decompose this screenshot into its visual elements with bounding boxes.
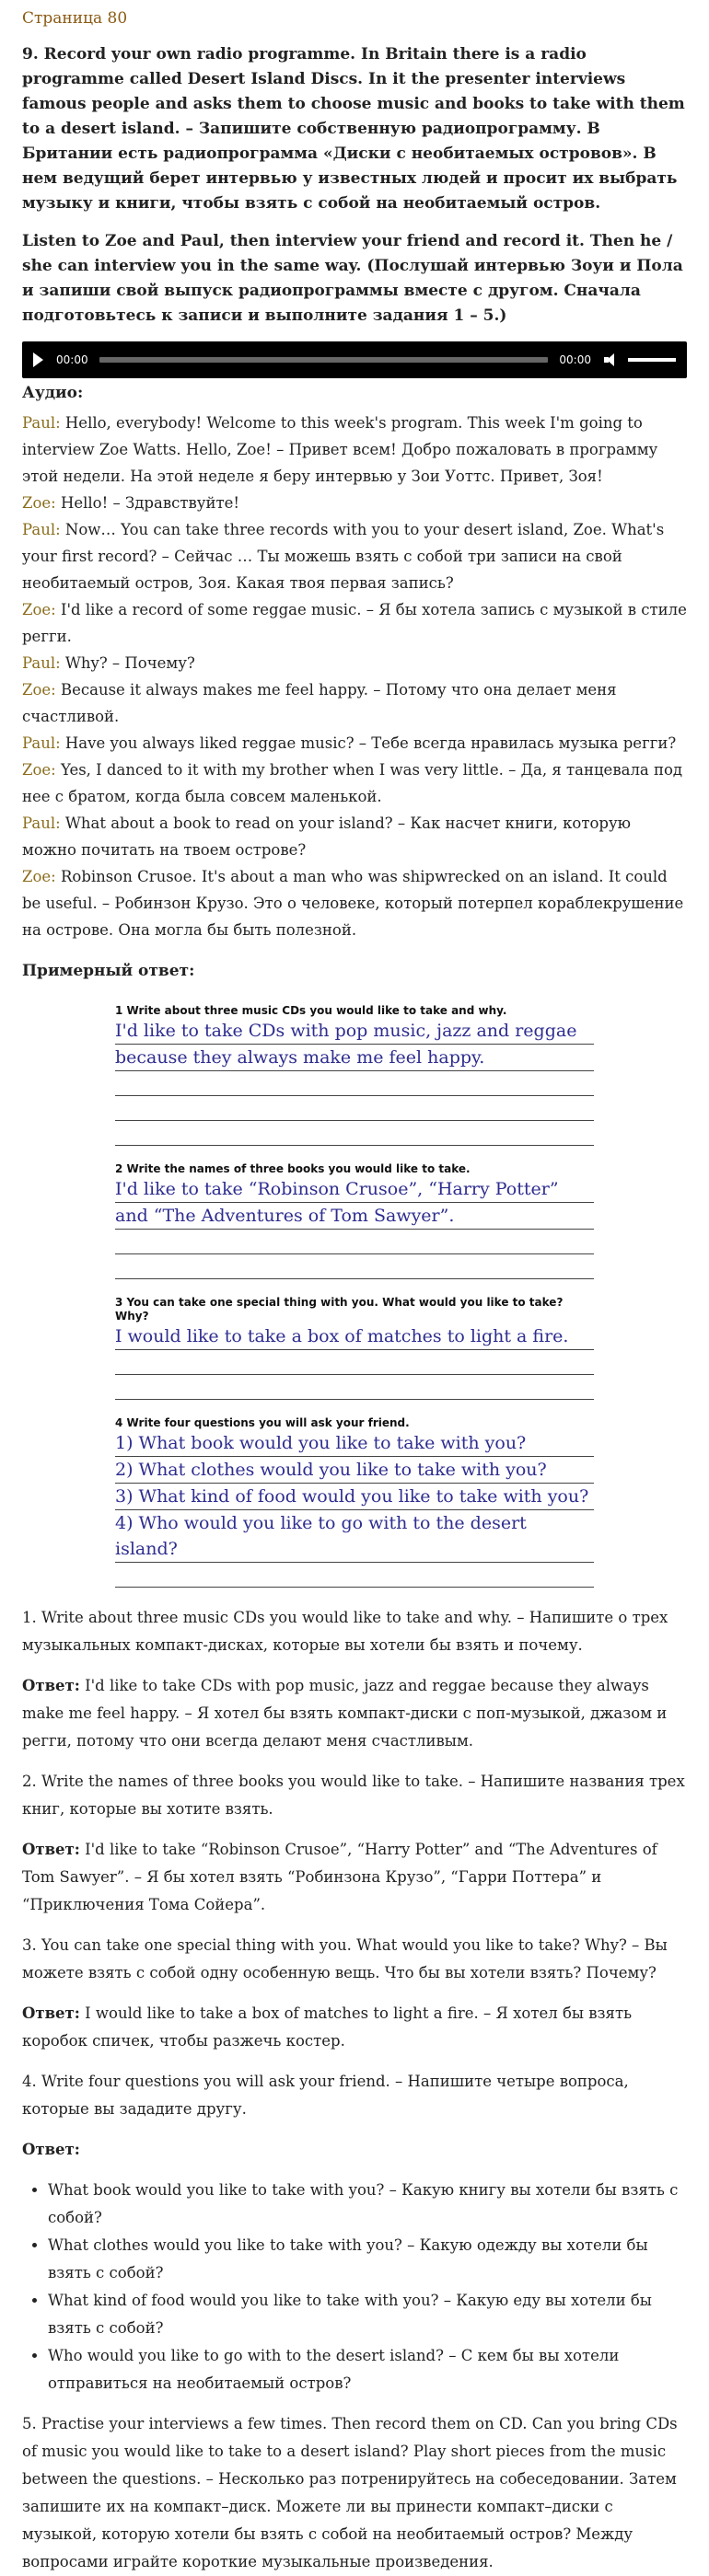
dialog-text: Robinson Crusoe. It's about a man who was shipwrecked on an island. It could be useful. – Робинзон Крузо. Это о человеке, который потерпел кораблекрушение на острове. Она могла бы быть полезной. (22, 868, 684, 939)
answer-4-label (22, 2136, 687, 2164)
handwritten-answer: 4) Who would you like to go with to the desert island? (115, 1510, 594, 1563)
dialog (22, 410, 687, 943)
answer-label: Ответ: (22, 2004, 80, 2022)
dialog-text: Now… You can take three records with you to your desert island, Zoe. What's your first record? – Сейчас … Ты можешь взять с собой три записи на свой необитаемый остров, Зоя. Какая твоя первая запись? (22, 521, 665, 592)
seek-bar[interactable] (99, 357, 549, 363)
dialog-line (22, 516, 687, 596)
list-item: • What clothes would you like to take with you? – Какую одежду вы хотели бы взять с собой? (48, 2232, 687, 2287)
dialog-line (22, 757, 687, 810)
dialog-text: Because it always makes me feel happy. – Потому что она делает меня счастливой. (22, 681, 617, 725)
sample-answer-label: Примерный ответ: (22, 962, 195, 980)
speaker-name: Zoe: (22, 681, 56, 699)
dialog-text: I'd like a record of some reggae music. – Я бы хотела запись с музыкой в стиле регги. (22, 601, 687, 645)
answers-section (22, 1604, 687, 2576)
handwritten-answer: I would like to take a box of matches to light a fire. (115, 1323, 594, 1350)
worksheet-question: 4 Write four questions you will ask your friend. (115, 1416, 410, 1429)
answer-2 (22, 1836, 687, 1919)
answer-label: Ответ: (22, 1677, 80, 1694)
page-number: Страница 80 (22, 9, 128, 28)
dialog-line (22, 863, 687, 943)
blank-line (115, 1121, 594, 1146)
blank-line (115, 1350, 594, 1375)
audio-player[interactable] (22, 341, 687, 378)
worksheet-block (115, 1416, 594, 1588)
handwritten-answer: because they always make me feel happy. (115, 1045, 594, 1071)
dialog-line (22, 596, 687, 650)
answer-text: I'd like to take CDs with pop music, jazz and reggae because they always make me feel happy. – Я хотел бы взять компакт-диски с поп-музыкой, джазом и регги, потому что они всегда делают меня счастливым. (22, 1677, 668, 1750)
speaker-name: Paul: (22, 734, 61, 752)
speaker-name: Zoe: (22, 601, 56, 618)
dialog-line (22, 650, 687, 676)
speaker-name: Paul: (22, 521, 61, 538)
dialog-text: Hello! – Здравствуйте! (55, 494, 240, 512)
blank-line (115, 1375, 594, 1400)
speaker-name: Zoe: (22, 494, 56, 512)
handwritten-answer: 3) What kind of food would you like to take with you? (115, 1484, 594, 1510)
speaker-name: Paul: (22, 654, 61, 672)
handwritten-answer: and “The Adventures of Tom Sawyer”. (115, 1203, 594, 1230)
list-item: • What book would you like to take with you? – Какую книгу вы хотели бы взять с собой? (48, 2177, 687, 2232)
dialog-text: What about a book to read on your island? – Как насчет книги, которую можно почитать на твоем острове? (22, 814, 632, 859)
worksheet-block (115, 1004, 594, 1146)
worksheet-question: 3 You can take one special thing with you. What would you like to take? Why? (115, 1296, 564, 1323)
speaker-name: Zoe: (22, 761, 56, 779)
speaker-name: Paul: (22, 414, 61, 432)
dialog-line (22, 410, 687, 490)
worksheet-question: 1 Write about three music CDs you would like to take and why. (115, 1004, 507, 1017)
blank-line (115, 1254, 594, 1279)
dialog-line (22, 730, 687, 757)
answer-text: I'd like to take “Robinson Crusoe”, “Harry Potter” and “The Adventures of Tom Sawyer”. – Я бы хотел взять “Робинзона Крузо”, “Гарри Поттера” и “Приключения Тома Сойера”. (22, 1841, 657, 1913)
answer-3 (22, 2000, 687, 2055)
dialog-line (22, 676, 687, 730)
dialog-line (22, 490, 687, 516)
list-item: • Who would you like to go with to the desert island? – С кем бы вы хотели отправиться на необитаемый остров? (48, 2342, 687, 2397)
dialog-line (22, 810, 687, 863)
speaker-name: Zoe: (22, 868, 56, 885)
question-2: 2. Write the names of three books you would like to take. – Напишите названия трех книг, которые вы хотите взять. (22, 1773, 685, 1818)
dialog-text: Why? – Почему? (60, 654, 195, 672)
blank-line (115, 1563, 594, 1588)
handwritten-answer: I'd like to take CDs with pop music, jazz and reggae (115, 1018, 594, 1045)
handwritten-answer: 2) What clothes would you like to take with you? (115, 1457, 594, 1484)
dialog-text: Have you always liked reggae music? – Тебе всегда нравилась музыка регги? (60, 734, 677, 752)
current-time: 00:00 (56, 353, 88, 366)
worksheet-block (115, 1296, 594, 1400)
worksheet-question: 2 Write the names of three books you would like to take. (115, 1162, 471, 1175)
blank-line (115, 1230, 594, 1254)
answer-1 (22, 1672, 687, 1755)
list-item: • What kind of food would you like to take with you? – Какую еду вы хотели бы взять с собой? (48, 2287, 687, 2342)
question-5: 5. Practise your interviews a few times. Then record them on CD. Can you bring CDs of music you would like to take to a desert island? Play short pieces from the music between the questions. – Несколько раз потренируйтесь на собеседовании. Затем запишите их на компакт–диск. Можете ли вы принести компакт–диски с музыкой, которую хотели бы взять с собой на необитаемый остров? Между вопросами играйте короткие музыкальные произведения. (22, 2415, 678, 2570)
handwritten-answer: 1) What book would you like to take with you? (115, 1430, 594, 1457)
dialog-text: Hello, everybody! Welcome to this week's program. This week I'm going to interview Zoe Watts. Hello, Zoe! – Привет всем! Добро пожаловать в программу этой недели. На этой неделе я беру интервью у Зои Уоттс. Привет, Зоя! (22, 414, 658, 485)
question-3: 3. You can take one special thing with you. What would you like to take? Why? – Вы можете взять с собой одну особенную вещь. Что бы вы хотели взять? Почему? (22, 1936, 668, 1981)
question-4: 4. Write four questions you will ask your friend. – Напишите четыре вопроса, которые вы зададите другу. (22, 2073, 629, 2118)
worksheet-image (115, 1004, 594, 1588)
audio-label: Аудио: (22, 384, 84, 402)
answer-label: Ответ: (22, 2141, 80, 2158)
task-instruction: Listen to Zoe and Paul, then interview your friend and record it. Then he / she can interview you in the same way. (Послушай интервью Зоуи и Пола и запиши свой выпуск радиопрограммы вместе с другом. Сначала подготовьтесь к записи и выполните задания 1 – 5.) (22, 232, 683, 325)
dialog-text: Yes, I danced to it with my brother when I was very little. – Да, я танцевала под нее с братом, когда была совсем маленькой. (22, 761, 683, 805)
answer-label: Ответ: (22, 1841, 80, 1858)
volume-slider[interactable] (628, 358, 676, 362)
worksheet-block (115, 1162, 594, 1279)
answer-4-list (22, 2177, 687, 2397)
task-intro: 9. Record your own radio programme. In Britain there is a radio programme called Desert Island Discs. In it the presenter interviews famous people and asks them to choose music and books to take with them to a desert island. – Запишите собственную радиопрограмму. В Британии есть радиопрограмма «Диски с необитаемых островов». В нем ведущий берет интервью у известных людей и просит их выбрать музыку и книги, чтобы взять с собой на необитаемый остров. (22, 45, 685, 213)
question-1: 1. Write about three music CDs you would like to take and why. – Напишите о трех музыкальных компакт-дисках, которые вы хотели бы взять и почему. (22, 1609, 668, 1654)
handwritten-answer: I'd like to take “Robinson Crusoe”, “Harry Potter” (115, 1176, 594, 1203)
volume-icon[interactable] (604, 353, 619, 366)
blank-line (115, 1071, 594, 1096)
play-icon[interactable] (33, 352, 43, 367)
duration-time: 00:00 (559, 353, 591, 366)
blank-line (115, 1096, 594, 1121)
speaker-name: Paul: (22, 814, 61, 832)
answer-text: I would like to take a box of matches to light a fire. – Я хотел бы взять коробок спичек, чтобы разжечь костер. (22, 2004, 633, 2050)
